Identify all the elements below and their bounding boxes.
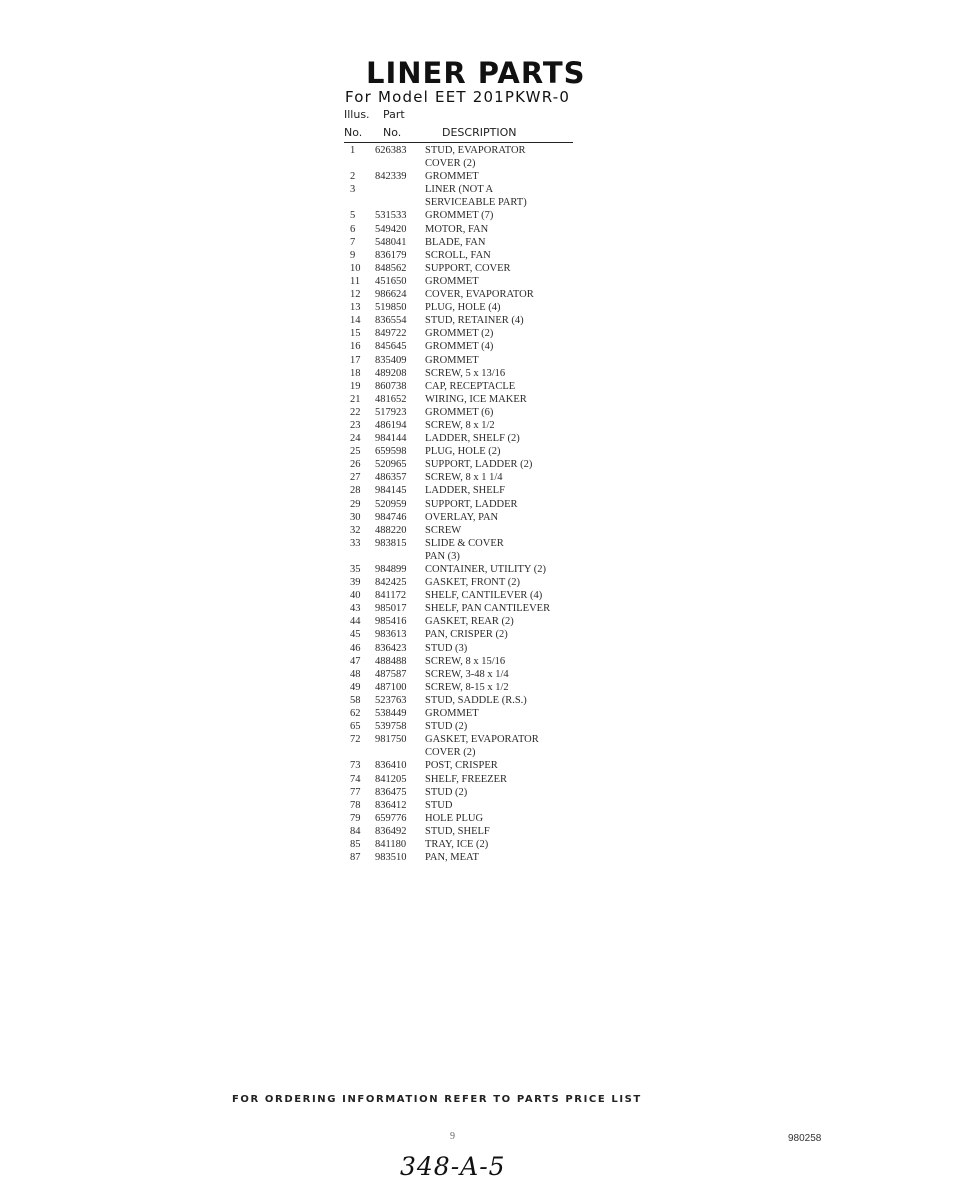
part-description: GROMMET (7) [425, 210, 494, 222]
part-number: 860738 [375, 380, 407, 392]
part-description: GROMMET [425, 708, 479, 720]
part-row [344, 615, 584, 628]
page-title: LINER PARTS [366, 56, 586, 90]
part-number: 487587 [375, 668, 407, 680]
part-number: 836410 [375, 760, 407, 772]
part-description: COVER (2) [425, 158, 476, 170]
part-row [344, 773, 584, 786]
part-description: COVER (2) [425, 747, 476, 759]
part-row [344, 576, 584, 589]
part-row [344, 746, 584, 759]
part-description: STUD, SADDLE (R.S.) [425, 694, 527, 706]
illus-number: 44 [350, 616, 361, 628]
illus-number: 48 [350, 668, 361, 680]
part-description: LADDER, SHELF [425, 485, 505, 497]
illus-number: 12 [350, 289, 361, 301]
part-number: 984144 [375, 433, 407, 445]
part-row [344, 354, 584, 367]
part-row [344, 707, 584, 720]
part-row [344, 223, 584, 236]
header-description: DESCRIPTION [442, 126, 517, 139]
part-row [344, 484, 584, 497]
part-row [344, 759, 584, 772]
part-row [344, 524, 584, 537]
part-number: 836412 [375, 799, 407, 811]
part-description: STUD, EVAPORATOR [425, 145, 526, 156]
part-row [344, 589, 584, 602]
illus-number: 78 [350, 799, 361, 811]
illus-number: 9 [350, 249, 356, 261]
part-description: LADDER, SHELF (2) [425, 433, 520, 445]
illus-number: 58 [350, 694, 361, 706]
illus-number: 10 [350, 262, 361, 274]
part-description: GROMMET (2) [425, 328, 494, 340]
header-rule [344, 142, 573, 143]
part-description: GROMMET [425, 275, 479, 287]
part-number: 489208 [375, 367, 407, 379]
part-row [344, 196, 584, 209]
part-number: 842425 [375, 577, 407, 589]
part-number: 488488 [375, 655, 407, 667]
part-number: 539758 [375, 721, 407, 733]
illus-number: 74 [350, 773, 361, 785]
part-number: 520965 [375, 459, 407, 471]
part-row [344, 694, 584, 707]
part-row [344, 144, 584, 157]
part-number [375, 183, 425, 196]
illus-number [344, 746, 375, 759]
illus-number: 15 [350, 328, 361, 340]
part-number: 520959 [375, 498, 407, 510]
part-number: 985017 [375, 603, 407, 615]
part-description: GASKET, EVAPORATOR [425, 734, 539, 746]
part-row [344, 498, 584, 511]
page-number: 9 [450, 1131, 455, 1142]
part-number: 659776 [375, 812, 407, 824]
part-number: 451650 [375, 275, 407, 287]
part-description: SCREW, 8 x 15/16 [425, 655, 506, 667]
part-description: SERVICEABLE PART) [425, 197, 527, 209]
part-number: 836475 [375, 786, 407, 798]
illus-number: 17 [350, 354, 361, 366]
illus-number: 77 [350, 786, 361, 798]
part-description: OVERLAY, PAN [425, 511, 499, 523]
part-row [344, 563, 584, 576]
handwritten-note: 348-A-5 [400, 1152, 506, 1181]
part-number: 842339 [375, 171, 407, 183]
part-row [344, 314, 584, 327]
part-number: 984746 [375, 511, 407, 523]
part-description: STUD (2) [425, 786, 468, 798]
part-number: 487100 [375, 681, 407, 693]
part-row [344, 445, 584, 458]
part-description: COVER, EVAPORATOR [425, 289, 534, 301]
part-row [344, 432, 584, 445]
illus-number: 25 [350, 446, 361, 458]
part-description: SCROLL, FAN [425, 249, 491, 261]
part-description: MOTOR, FAN [425, 223, 489, 235]
illus-number: 24 [350, 433, 361, 445]
part-row [344, 236, 584, 249]
document-code: 980258 [788, 1133, 822, 1144]
part-number: 849722 [375, 328, 407, 340]
part-row [344, 838, 584, 851]
part-row [344, 720, 584, 733]
part-row [344, 393, 584, 406]
illus-number: 3 [350, 184, 356, 196]
part-row [344, 681, 584, 694]
header-part-no: No. [383, 126, 402, 139]
part-number: 531533 [375, 210, 407, 222]
illus-number: 49 [350, 681, 361, 693]
header-part: Part [383, 108, 405, 121]
part-number: 481652 [375, 393, 407, 405]
illus-number: 46 [350, 642, 361, 654]
illus-number: 39 [350, 577, 361, 589]
illus-number: 29 [350, 498, 361, 510]
part-number: 981750 [375, 734, 407, 746]
illus-number: 85 [350, 838, 361, 850]
illus-number: 2 [350, 171, 356, 183]
header-illus-no: No. [344, 126, 363, 139]
illus-number [344, 550, 375, 563]
illus-number: 6 [350, 223, 356, 235]
part-number: 548041 [375, 236, 407, 248]
part-row [344, 301, 584, 314]
part-number: 841205 [375, 773, 407, 785]
illus-number: 1 [350, 145, 356, 156]
part-number: 486194 [375, 419, 407, 431]
part-description: STUD, RETAINER (4) [425, 315, 524, 327]
part-description: SCREW, 8 x 1/2 [425, 419, 495, 431]
illus-number: 11 [350, 275, 361, 287]
part-description: STUD, SHELF [425, 825, 490, 837]
illus-number [344, 196, 375, 209]
part-number: 984899 [375, 564, 407, 575]
illus-number: 14 [350, 315, 361, 327]
part-description: GROMMET (4) [425, 341, 494, 353]
part-description: POST, CRISPER [425, 760, 498, 772]
part-row [344, 157, 584, 170]
header-illus: Illus. [344, 108, 370, 121]
part-description: PAN, MEAT [425, 852, 479, 864]
part-number: 836492 [375, 825, 407, 837]
part-description: GASKET, REAR (2) [425, 616, 514, 628]
part-number: 659598 [375, 446, 407, 458]
part-description: STUD (2) [425, 721, 468, 733]
part-number: 845645 [375, 341, 407, 353]
illus-number: 72 [350, 734, 361, 746]
part-description: GROMMET (6) [425, 406, 494, 418]
part-description: PAN (3) [425, 550, 460, 562]
part-description: LINER (NOT A [425, 184, 494, 196]
part-number: 626383 [375, 145, 407, 156]
part-description: GASKET, FRONT (2) [425, 577, 520, 589]
part-number: 983613 [375, 629, 407, 641]
part-row [344, 209, 584, 222]
illus-number [344, 157, 375, 170]
part-row [344, 458, 584, 471]
illus-number: 32 [350, 524, 361, 536]
illus-number: 18 [350, 367, 361, 379]
part-row [344, 799, 584, 812]
part-description: GROMMET [425, 354, 479, 366]
part-number: 848562 [375, 262, 407, 274]
illus-number: 23 [350, 419, 361, 431]
part-row [344, 367, 584, 380]
part-row [344, 471, 584, 484]
part-description: PLUG, HOLE (2) [425, 446, 501, 458]
part-description: SLIDE & COVER [425, 537, 504, 549]
part-row [344, 812, 584, 825]
part-number [375, 746, 425, 759]
illus-number: 21 [350, 393, 361, 405]
part-row [344, 851, 584, 864]
part-row [344, 668, 584, 681]
part-number: 835409 [375, 354, 407, 366]
illus-number: 62 [350, 708, 361, 720]
model-subtitle: For Model EET 201PKWR-0 [345, 88, 571, 106]
part-number: 984145 [375, 485, 407, 497]
part-description: STUD [425, 799, 453, 811]
part-row [344, 419, 584, 432]
part-description: HOLE PLUG [425, 812, 484, 824]
part-description: CAP, RECEPTACLE [425, 380, 516, 392]
illus-number: 26 [350, 459, 361, 471]
part-row [344, 170, 584, 183]
part-description: SHELF, CANTILEVER (4) [425, 590, 543, 602]
part-number: 488220 [375, 524, 407, 536]
part-description: SUPPORT, LADDER (2) [425, 459, 533, 471]
part-row [344, 275, 584, 288]
illus-number: 28 [350, 485, 361, 497]
part-description: SCREW, 5 x 13/16 [425, 367, 506, 379]
part-description: CONTAINER, UTILITY (2) [425, 564, 546, 575]
part-row [344, 249, 584, 262]
part-row [344, 380, 584, 393]
part-description: PAN, CRISPER (2) [425, 629, 508, 641]
part-number: 549420 [375, 223, 407, 235]
part-number [375, 550, 425, 563]
part-number: 836554 [375, 315, 407, 327]
part-number [375, 196, 425, 209]
parts-list [344, 144, 584, 864]
part-row [344, 183, 584, 196]
part-description: BLADE, FAN [425, 236, 486, 248]
illus-number: 27 [350, 472, 361, 484]
illus-number: 13 [350, 302, 361, 314]
part-row [344, 628, 584, 641]
part-description: SCREW, 3-48 x 1/4 [425, 668, 509, 680]
illus-number: 43 [350, 603, 361, 615]
part-description: PLUG, HOLE (4) [425, 302, 501, 314]
part-number: 523763 [375, 694, 407, 706]
part-number: 486357 [375, 472, 407, 484]
part-number [375, 157, 425, 170]
part-row [344, 550, 584, 563]
illus-number: 84 [350, 825, 361, 837]
illus-number: 73 [350, 760, 361, 772]
part-description: SHELF, PAN CANTILEVER [425, 603, 551, 615]
part-description: SCREW, 8 x 1 1/4 [425, 472, 503, 484]
part-row [344, 602, 584, 615]
part-row [344, 786, 584, 799]
part-number: 983510 [375, 852, 407, 864]
part-number: 538449 [375, 708, 407, 720]
part-number: 519850 [375, 302, 407, 314]
part-number: 983815 [375, 537, 407, 549]
part-description: SUPPORT, COVER [425, 262, 511, 274]
part-number: 836179 [375, 249, 407, 261]
part-row [344, 288, 584, 301]
part-description: TRAY, ICE (2) [425, 838, 489, 850]
part-row [344, 406, 584, 419]
part-row [344, 262, 584, 275]
illus-number: 40 [350, 590, 361, 602]
illus-number: 47 [350, 655, 361, 667]
part-row [344, 537, 584, 550]
part-row [344, 327, 584, 340]
illus-number: 65 [350, 721, 361, 733]
part-row [344, 511, 584, 524]
part-row [344, 655, 584, 668]
illus-number: 79 [350, 812, 361, 824]
ordering-footer: FOR ORDERING INFORMATION REFER TO PARTS PRICE LIST [232, 1094, 642, 1105]
part-description: WIRING, ICE MAKER [425, 393, 527, 405]
part-row [344, 825, 584, 838]
part-row [344, 642, 584, 655]
illus-number: 45 [350, 629, 361, 641]
part-description: SHELF, FREEZER [425, 773, 508, 785]
part-row [344, 733, 584, 746]
part-number: 986624 [375, 289, 407, 301]
part-description: GROMMET [425, 171, 479, 183]
part-row [344, 340, 584, 353]
illus-number: 5 [350, 210, 356, 222]
part-number: 517923 [375, 406, 407, 418]
illus-number: 87 [350, 852, 361, 864]
part-number: 841180 [375, 838, 407, 850]
illus-number: 35 [350, 564, 361, 575]
illus-number: 16 [350, 341, 361, 353]
part-description: STUD (3) [425, 642, 468, 654]
illus-number: 33 [350, 537, 361, 549]
part-number: 985416 [375, 616, 407, 628]
part-description: SCREW [425, 524, 462, 536]
illus-number: 30 [350, 511, 361, 523]
illus-number: 7 [350, 236, 356, 248]
part-number: 836423 [375, 642, 407, 654]
part-description: SCREW, 8-15 x 1/2 [425, 681, 509, 693]
illus-number: 19 [350, 380, 361, 392]
illus-number: 22 [350, 406, 361, 418]
part-number: 841172 [375, 590, 407, 602]
part-description: SUPPORT, LADDER [425, 498, 518, 510]
